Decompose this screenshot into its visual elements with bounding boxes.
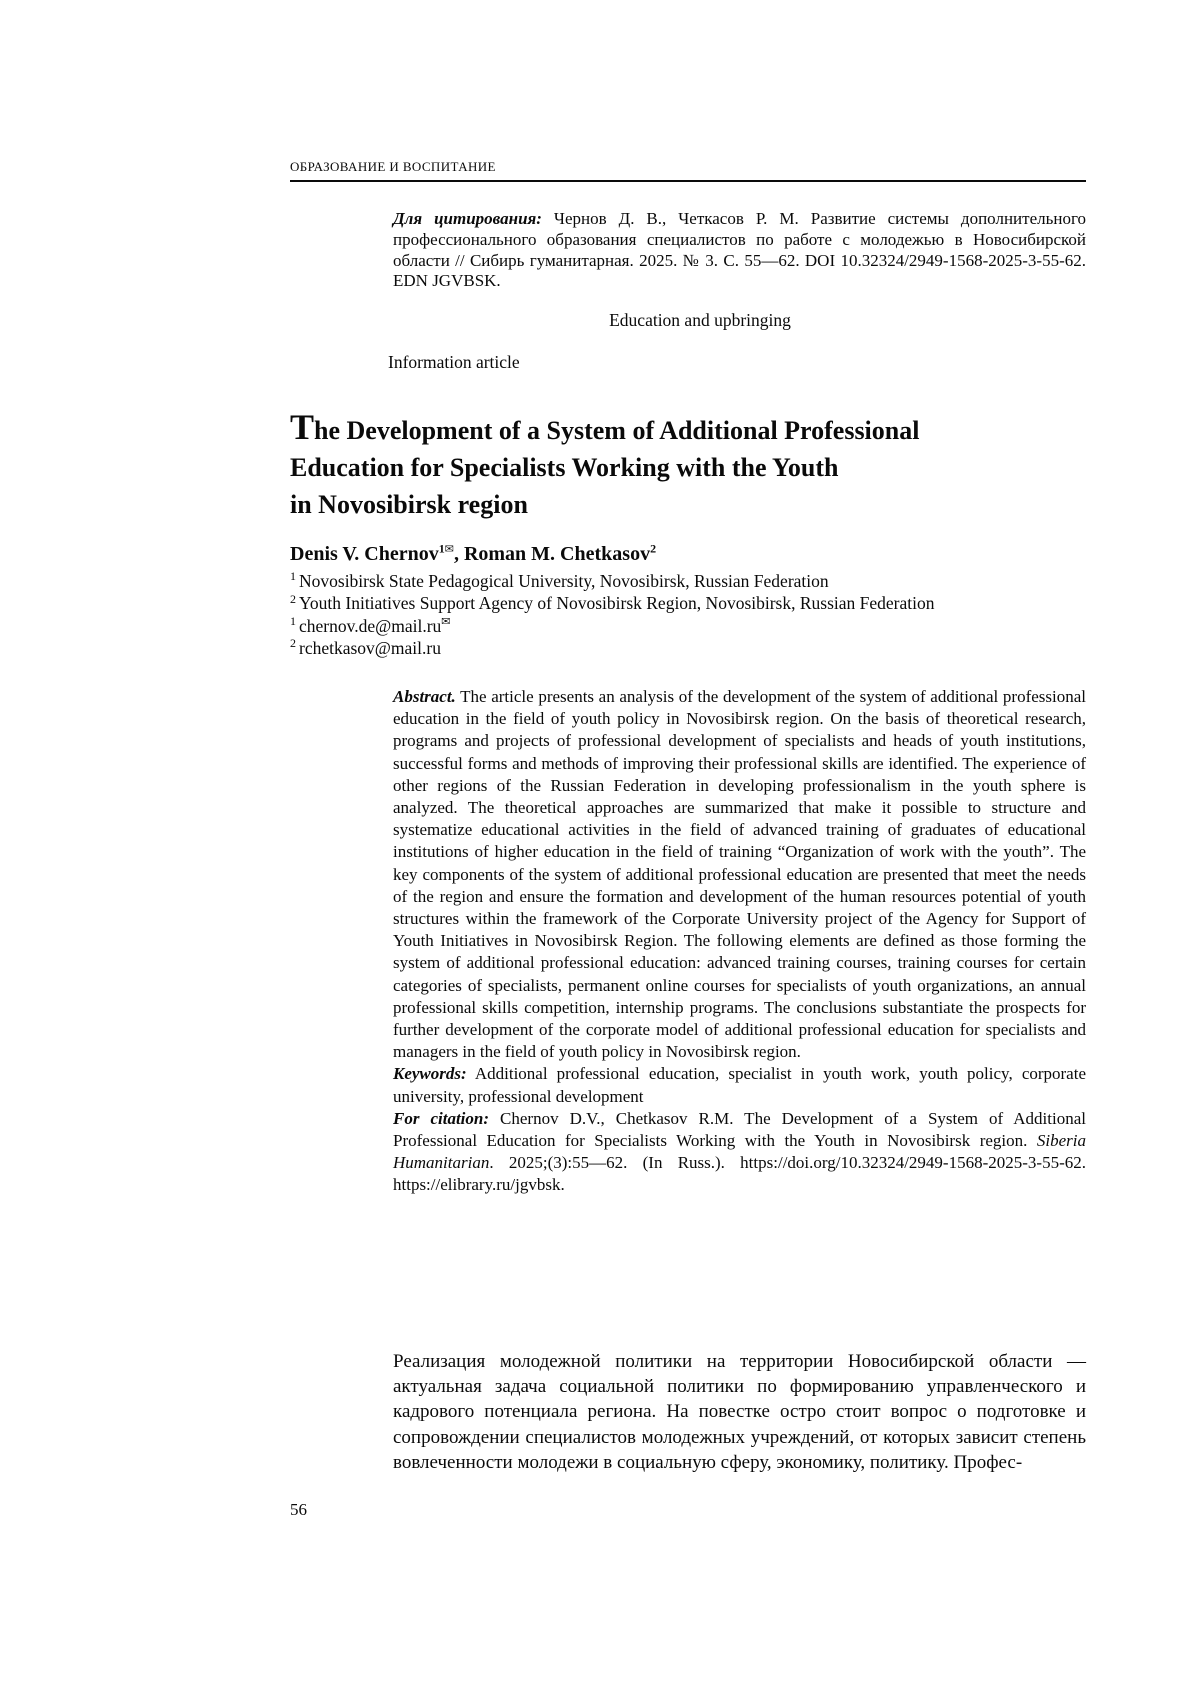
- title-initial: T: [290, 407, 315, 447]
- affiliation-1-text: Novosibirsk State Pedagogical University, Novosibirsk, Russian Federation: [299, 571, 829, 591]
- email-1: [290, 615, 1086, 637]
- article-title-line-1: [290, 409, 1090, 449]
- citation-ru-text: Чернов Д. В., Четкасов Р. М. Развитие системы дополнительного профессионального образования специалистов по работе с молодежью в Новосибирской области // Сибирь гуманитарная. 2025. № 3. С. 55—62. DOI 10.32324/2949-1568-2025-3-55-62. EDN JGVBSK.: [393, 209, 1086, 291]
- article-title-line-3: in Novosibirsk region: [290, 490, 528, 519]
- body-paragraph-ru: Реализация молодежной политики на территории Новосибирской области — актуальная задача социальной политики по формированию управленческого и кадрового потенциала региона. На повестке остро стоит вопрос о подготовке и сопровождении специалистов молодежных учреждений, от которых зависит степень вовлеченности молодежи в социальную сферу, экономику, политику. Профес-: [393, 1351, 1086, 1473]
- email-1-text: chernov.de@mail.ru: [299, 615, 442, 636]
- email-1-sup: 1: [290, 613, 296, 628]
- annotation-block: [393, 686, 1086, 1197]
- citation-en-text-before: Chernov D.V., Chetkasov R.M. The Development of a System of Additional Professional Education for Specialists Working with the Youth in Novosibirsk region.: [393, 1108, 1086, 1151]
- citation-en-text-after: . 2025;(3):55—62. (In Russ.). https://doi.org/10.32324/2949-1568-2025-3-55-62. https://elibrary.ru/jgvbsk.: [393, 1153, 1086, 1195]
- authors-separator: ,: [453, 543, 464, 565]
- keywords-text: Additional professional education, specialist in youth work, youth policy, corporate university, professional development: [393, 1064, 1086, 1106]
- envelope-icon: ✉: [444, 542, 454, 556]
- affiliation-2: [290, 592, 1086, 614]
- authors-line: [290, 543, 1086, 566]
- citation-ru-paragraph: [393, 209, 1086, 292]
- article-title-line-2: Education for Specialists Working with the Youth: [290, 453, 839, 482]
- keywords-paragraph: [393, 1063, 1086, 1107]
- running-head-title: ОБРАЗОВАНИЕ И ВОСПИТАНИЕ: [290, 159, 496, 174]
- citation-en-paragraph: [393, 1108, 1086, 1197]
- running-head: [290, 159, 1086, 182]
- affiliation-2-text: Youth Initiatives Support Agency of Novosibirsk Region, Novosibirsk, Russian Federation: [299, 593, 935, 614]
- abstract-text: The article presents an analysis of the development of the system of additional professional education in the field of youth policy in Novosibirsk region. On the basis of theoretical research, programs and projects of professional development of specialists and heads of youth institutions, successful forms and methods of improving their professional skills are identified. The experience of other regions of the Russian Federation in developing professionalism in the youth sphere is analyzed. The theoretical approaches are summarized that make it possible to structure and systematize educational activities in the field of advanced training of graduates of educational institutions of higher education in the field of training “Organization of work with the youth”. The key components of the system of additional professional education are presented that meet the needs of the region and ensure the formation and development of the human resources potential of youth structures within the framework of the Corporate University project of the Agency for Support of Youth Initiatives in Novosibirsk Region. The following elements are defined as those forming the system of additional professional education: advanced training courses, training courses for certain categories of specialists, permanent online courses for specialists of youth organizations, an annual professional skills competition, internship programs. The conclusions substantiate the prospects for further development of the corporate model of additional professional education for specialists and managers in the field of youth policy in Novosibirsk region.: [393, 687, 1086, 1062]
- citation-ru-label: Для цитирования:: [393, 209, 542, 228]
- email-2-sup: 2: [290, 636, 296, 651]
- envelope-icon: ✉: [441, 614, 451, 628]
- title-line-1-text: he Development of a System of Additional Professional: [314, 416, 920, 445]
- author-1-name: Denis V. Chernov: [290, 543, 439, 565]
- author-2-name: Roman M. Chetkasov: [463, 543, 651, 565]
- citation-en-label: For citation:: [393, 1108, 490, 1128]
- affiliation-1-sup: 1: [290, 569, 296, 584]
- email-2-text: rchetkasov@mail.ru: [299, 638, 441, 659]
- affiliations-block: [290, 570, 1086, 660]
- article-title: [290, 409, 1090, 523]
- abstract-label: Abstract.: [393, 687, 456, 706]
- author-1-sup: 1: [438, 541, 445, 556]
- journal-title: Siberia Humanitarian: [393, 1131, 1086, 1173]
- page-number: 56: [290, 1500, 307, 1519]
- article-type-label: Information article: [388, 352, 520, 372]
- affiliation-1: [290, 570, 1086, 592]
- author-2-sup: 2: [650, 541, 657, 556]
- abstract-paragraph: [393, 686, 1086, 1063]
- section-heading: Education and upbringing: [609, 310, 791, 330]
- email-2: [290, 637, 1086, 659]
- affiliation-2-sup: 2: [290, 591, 296, 606]
- keywords-label: Keywords:: [393, 1064, 467, 1084]
